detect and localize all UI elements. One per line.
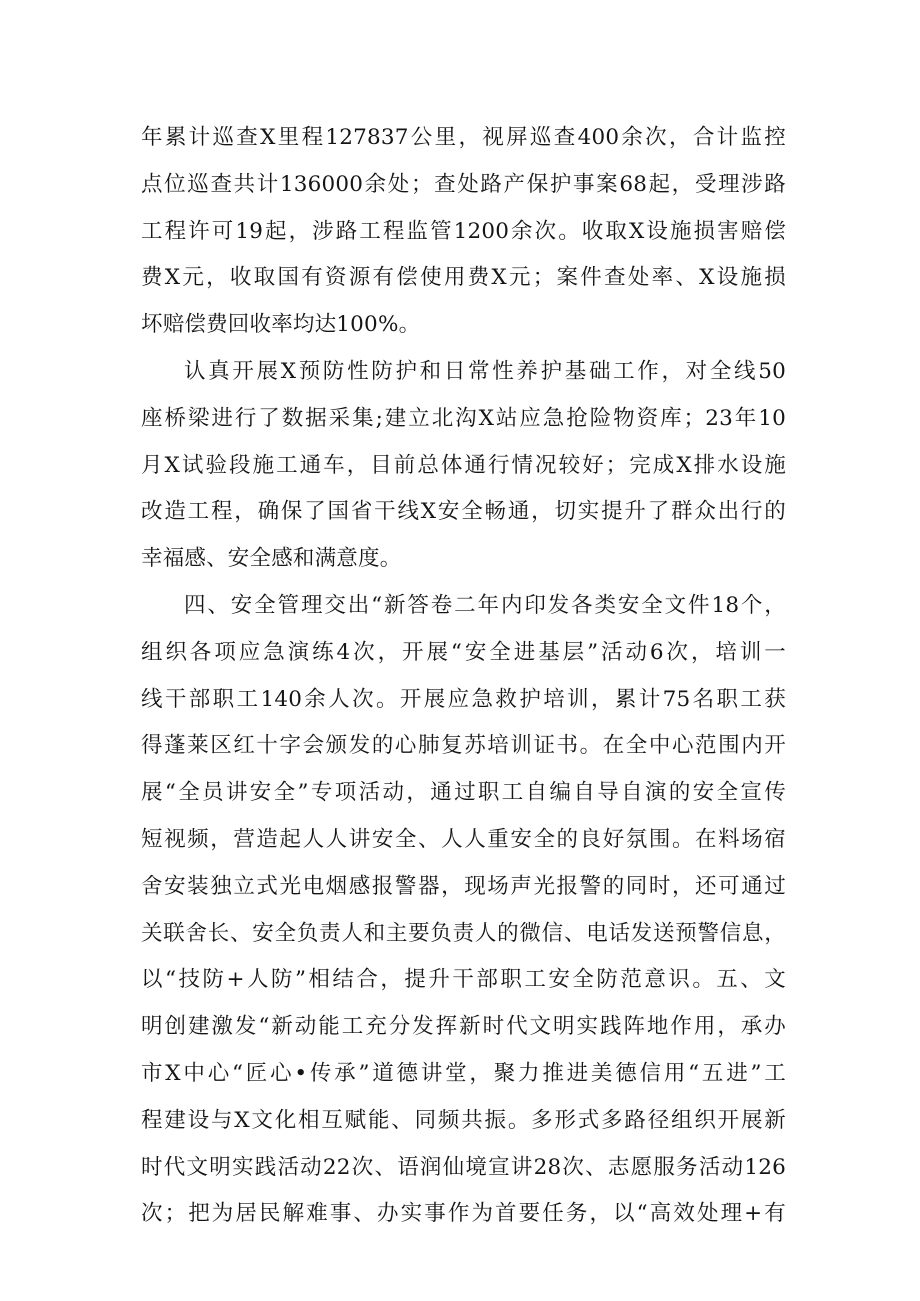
text-line: 改造工程，确保了国省干线X安全畅通，切实提升了群众出行的 bbox=[141, 499, 786, 525]
paragraph-maintenance bbox=[141, 349, 786, 583]
text-line: 坏赔偿费回收率均达100%。 bbox=[141, 312, 421, 338]
text-line: 年累计巡查X里程127837公里，视屏巡查400余次，合计监控 bbox=[141, 125, 786, 150]
text-line: 四、安全管理交出“新答卷二年内印发各类安全文件18个， bbox=[184, 592, 786, 618]
text-line: 线干部职工140余人次。开展应急救护培训，累计75名职工获 bbox=[141, 686, 786, 712]
text-line: 认真开展X预防性防护和日常性养护基础工作，对全线50 bbox=[184, 358, 786, 384]
text-line: 点位巡查共计136000余处；查处路产保护事案68起，受理涉路 bbox=[141, 171, 786, 197]
text-line: 座桥梁进行了数据采集;建立北沟X站应急抢险物资库；23年10 bbox=[141, 405, 786, 431]
text-line: 关联舍长、安全负责人和主要负责人的微信、电话发送预警信息， bbox=[141, 920, 786, 946]
text-line: 展“全员讲安全”专项活动，通过职工自编自导自演的安全宣传 bbox=[141, 780, 786, 806]
text-line: 短视频，营造起人人讲安全、人人重安全的良好氛围。在料场宿 bbox=[141, 826, 786, 852]
text-line: 时代文明实践活动22次、语润仙境宣讲28次、志愿服务活动126 bbox=[141, 1154, 786, 1180]
text-line: 以“技防+人防”相结合，提升干部职工安全防范意识。五、文 bbox=[141, 967, 786, 993]
body-text bbox=[141, 115, 786, 1238]
text-line: 月X试验段施工通车，目前总体通行情况较好；完成X排水设施 bbox=[141, 452, 786, 478]
text-line: 幸福感、安全感和满意度。 bbox=[141, 546, 402, 572]
text-line: 费X元，收取国有资源有偿使用费X元；案件查处率、X设施损 bbox=[141, 265, 786, 291]
paragraph-patrol-stats bbox=[141, 115, 786, 349]
text-line: 工程许可19起，涉路工程监管1200余次。收取X设施损害赔偿 bbox=[141, 218, 786, 244]
text-line: 得蓬莱区红十字会颁发的心肺复苏培训证书。在全中心范围内开 bbox=[141, 733, 786, 759]
text-line: 程建设与X文化相互赋能、同频共振。多形式多路径组织开展新 bbox=[141, 1107, 786, 1133]
text-line: 次；把为居民解难事、办实事作为首要任务，以“高效处理+有 bbox=[141, 1201, 786, 1227]
text-line: 舍安装独立式光电烟感报警器，现场声光报警的同时，还可通过 bbox=[141, 873, 786, 899]
text-line: 市X中心“匠心•传承”道德讲堂，聚力推进美德信用“五进”工 bbox=[141, 1060, 786, 1086]
text-line: 明创建激发“新动能工充分发挥新时代文明实践阵地作用，承办 bbox=[141, 1014, 786, 1040]
text-line: 组织各项应急演练4次，开展“安全进基层”活动6次，培训一 bbox=[141, 639, 786, 665]
paragraph-safety-and-civilization bbox=[141, 583, 786, 1238]
